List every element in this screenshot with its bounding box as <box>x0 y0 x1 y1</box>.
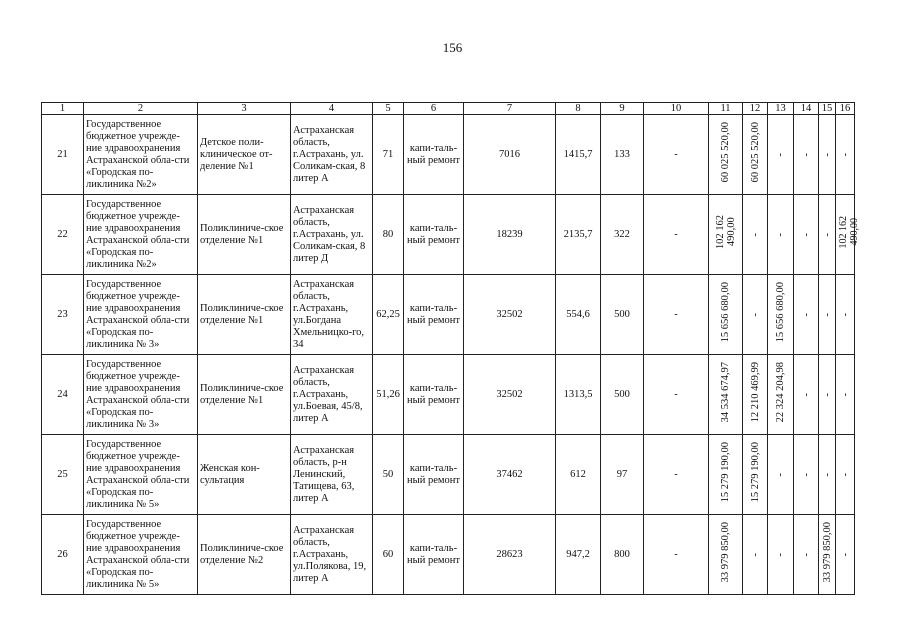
value-col9: 322 <box>601 195 644 275</box>
value-col8: 1313,5 <box>556 355 601 435</box>
data-table <box>41 102 860 595</box>
column-header: 6 <box>404 103 464 115</box>
value-col5: 51,26 <box>373 355 404 435</box>
amount-col14: - <box>800 553 812 557</box>
row-number: 24 <box>42 355 84 435</box>
value-col8: 612 <box>556 435 601 515</box>
work-type: капи-таль-ный ремонт <box>404 115 464 195</box>
amount-col11: 102 162 490,00 <box>714 215 737 250</box>
amount-col13: - <box>775 233 786 237</box>
table-row <box>42 515 855 595</box>
value-col10: - <box>644 435 709 515</box>
header-row <box>42 103 855 115</box>
column-header: 14 <box>794 103 819 115</box>
amount-col13: - <box>775 473 786 477</box>
column-header: 2 <box>84 103 198 115</box>
amount-col12: - <box>749 553 761 557</box>
amount-col16: - <box>839 473 851 477</box>
value-col9: 500 <box>601 355 644 435</box>
column-header: 9 <box>601 103 644 115</box>
amount-col15: 33 979 850,00 <box>821 522 833 583</box>
amount-col14: - <box>800 153 812 157</box>
row-number: 26 <box>42 515 84 595</box>
address: Астраханская область, г.Астрахань, ул. Соликам-ская, 8 литер Д <box>291 195 373 275</box>
amount-col15: - <box>821 473 833 477</box>
amount-col12: - <box>749 313 761 317</box>
value-col5: 60 <box>373 515 404 595</box>
value-col9: 97 <box>601 435 644 515</box>
row-number: 23 <box>42 275 84 355</box>
amount-col15: - <box>821 313 833 317</box>
value-col5: 62,25 <box>373 275 404 355</box>
department-name: Поликлиниче-ское отделение №1 <box>198 355 291 435</box>
table-row <box>42 355 855 435</box>
address: Астраханская область, г.Астрахань, ул.Боевая, 45/8, литер А <box>291 355 373 435</box>
value-col8: 1415,7 <box>556 115 601 195</box>
department-name: Поликлиниче-ское отделение №2 <box>198 515 291 595</box>
institution-name: Государственное бюджетное учрежде-ние здравоохранения Астраханской обла-сти «Городская по-ликлиника № 5» <box>84 515 198 595</box>
value-col7: 18239 <box>464 195 556 275</box>
address: Астраханская область, г.Астрахань, ул.Полякова, 19, литер А <box>291 515 373 595</box>
work-type: капи-таль-ный ремонт <box>404 435 464 515</box>
amount-col15: - <box>821 233 833 237</box>
row-number: 25 <box>42 435 84 515</box>
table-row <box>42 435 855 515</box>
page-number: 156 <box>442 40 463 55</box>
column-header: 3 <box>198 103 291 115</box>
value-col10: - <box>644 515 709 595</box>
value-col8: 2135,7 <box>556 195 601 275</box>
amount-col16: - <box>839 393 851 397</box>
amount-col14: - <box>800 313 812 317</box>
amount-col16: - <box>839 313 851 317</box>
column-header: 13 <box>768 103 794 115</box>
value-col5: 80 <box>373 195 404 275</box>
work-type: капи-таль-ный ремонт <box>404 195 464 275</box>
column-header: 1 <box>42 103 84 115</box>
value-col9: 133 <box>601 115 644 195</box>
value-col8: 947,2 <box>556 515 601 595</box>
value-col7: 37462 <box>464 435 556 515</box>
value-col7: 32502 <box>464 355 556 435</box>
value-col7: 7016 <box>464 115 556 195</box>
amount-col14: - <box>800 473 812 477</box>
column-header: 12 <box>743 103 768 115</box>
amount-col12: 60 025 520,00 <box>749 122 761 183</box>
column-header: 8 <box>556 103 601 115</box>
value-col10: - <box>644 115 709 195</box>
address: Астраханская область, г.Астрахань, ул. Соликам-ская, 8 литер А <box>291 115 373 195</box>
institution-name: Государственное бюджетное учрежде-ние здравоохранения Астраханской обла-сти «Городская по-ликлиника № 3» <box>84 275 198 355</box>
value-col10: - <box>644 195 709 275</box>
institution-name: Государственное бюджетное учрежде-ние здравоохранения Астраханской обла-сти «Городская по-ликлиника №2» <box>84 115 198 195</box>
column-header: 5 <box>373 103 404 115</box>
amount-col14: - <box>800 233 812 237</box>
table-row <box>42 115 855 195</box>
amount-col16: 102 162 490,00 <box>838 216 860 249</box>
amount-col11: 33 979 850,00 <box>720 522 731 583</box>
institution-name: Государственное бюджетное учрежде-ние здравоохранения Астраханской обла-сти «Городская по-ликлиника №2» <box>84 195 198 275</box>
table-row <box>42 195 855 275</box>
work-type: капи-таль-ный ремонт <box>404 275 464 355</box>
department-name: Женская кон-сультация <box>198 435 291 515</box>
amount-col13: - <box>775 553 786 557</box>
address: Астраханская область, г.Астрахань, ул.Богдана Хмельницко-го, 34 <box>291 275 373 355</box>
department-name: Детское поли-клиническое от-деление №1 <box>198 115 291 195</box>
value-col8: 554,6 <box>556 275 601 355</box>
value-col5: 50 <box>373 435 404 515</box>
amount-col13: 15 656 680,00 <box>775 282 786 343</box>
amount-col15: - <box>821 153 833 157</box>
column-header: 16 <box>836 103 855 115</box>
value-col9: 500 <box>601 275 644 355</box>
work-type: капи-таль-ный ремонт <box>404 355 464 435</box>
value-col10: - <box>644 355 709 435</box>
value-col5: 71 <box>373 115 404 195</box>
value-col10: - <box>644 275 709 355</box>
column-header: 7 <box>464 103 556 115</box>
row-number: 22 <box>42 195 84 275</box>
table-row <box>42 275 855 355</box>
value-col9: 800 <box>601 515 644 595</box>
amount-col11: 15 656 680,00 <box>720 282 731 343</box>
column-header: 4 <box>291 103 373 115</box>
column-header: 11 <box>709 103 743 115</box>
amount-col13: - <box>775 153 786 157</box>
institution-name: Государственное бюджетное учрежде-ние здравоохранения Астраханской обла-сти «Городская по-ликлиника № 5» <box>84 435 198 515</box>
amount-col11: 34 534 674,97 <box>720 362 731 423</box>
address: Астраханская область, р-н Ленинский, Татищева, 63, литер А <box>291 435 373 515</box>
department-name: Поликлиниче-ское отделение №1 <box>198 275 291 355</box>
amount-col16: - <box>839 153 851 157</box>
amount-col12: - <box>749 233 761 237</box>
work-type: капи-таль-ный ремонт <box>404 515 464 595</box>
amount-col13: 22 324 204,98 <box>775 362 786 423</box>
amount-col12: 12 210 469,99 <box>749 362 761 423</box>
amount-col11: 60 025 520,00 <box>720 122 731 183</box>
amount-col11: 15 279 190,00 <box>720 442 731 503</box>
institution-name: Государственное бюджетное учрежде-ние здравоохранения Астраханской обла-сти «Городская по-ликлиника № 3» <box>84 355 198 435</box>
amount-col15: - <box>821 393 833 397</box>
amount-col12: 15 279 190,00 <box>749 442 761 503</box>
value-col7: 32502 <box>464 275 556 355</box>
amount-col16: - <box>839 553 851 557</box>
column-header: 15 <box>819 103 836 115</box>
department-name: Поликлиниче-ское отделение №1 <box>198 195 291 275</box>
amount-col14: - <box>800 393 812 397</box>
column-header: 10 <box>644 103 709 115</box>
row-number: 21 <box>42 115 84 195</box>
value-col7: 28623 <box>464 515 556 595</box>
